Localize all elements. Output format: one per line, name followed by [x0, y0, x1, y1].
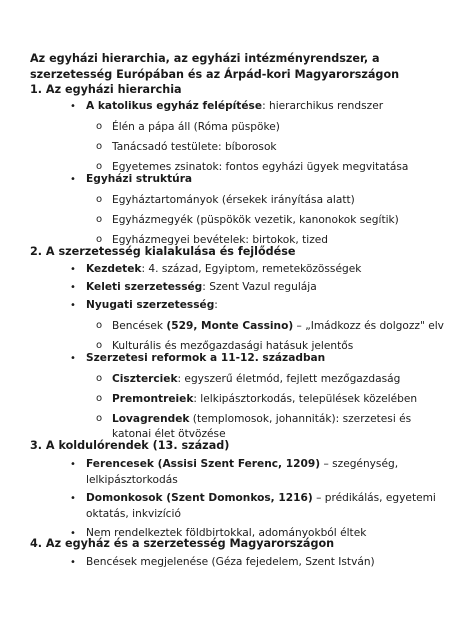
list-item — [70, 492, 436, 505]
item-text: Egyháztartományok (érsekek irányítása alatt) — [112, 194, 355, 206]
list-item-continuation: oktatás, inkvizíció — [86, 508, 181, 520]
item-bold: Ciszterciek — [112, 373, 178, 385]
bullet-marker: • — [70, 528, 76, 539]
item-bold: Keleti szerzetesség — [86, 281, 203, 293]
sub-marker: o — [96, 393, 103, 404]
item-text: Nem rendelkeztek földbirtokkal, adományokból éltek — [86, 527, 367, 539]
list-item — [70, 299, 218, 312]
list-item-continuation: lelkipásztorkodás — [86, 474, 178, 486]
item-bold: Ferencesek (Assisi Szent Ferenc, 1209) — [86, 458, 321, 470]
item-bold: Premontreiek — [112, 393, 194, 405]
sub-list-item — [96, 194, 355, 207]
item-text: Bencések — [112, 320, 167, 332]
sub-list-item — [96, 393, 418, 406]
document-title: Az egyházi hierarchia, az egyházi intézményrendszer, a szerzetesség Európában és az Árpád-kori Magyarországon — [30, 52, 400, 81]
list-item — [70, 556, 375, 569]
item-text: Egyházmegyei bevételek: birtokok, tized — [112, 234, 329, 246]
sub-marker: o — [96, 234, 103, 245]
sub-marker: o — [96, 320, 103, 331]
item-text: : egyszerű életmód, fejlett mezőgazdaság — [177, 373, 401, 385]
item-bold: Lovagrendek — [112, 413, 190, 425]
sub-list-item — [96, 373, 401, 386]
item-text: : lelkipásztorkodás, települések közelében — [193, 393, 418, 405]
sub-marker: o — [96, 373, 103, 384]
item-bold: Nyugati szerzetesség — [86, 299, 215, 311]
bullet-marker: • — [70, 557, 76, 568]
list-item — [70, 458, 399, 471]
item-text: : 4. század, Egyiptom, remeteközösségek — [141, 263, 362, 275]
item-text: Egyházmegyék (püspökök vezetik, kanonokok segítik) — [112, 214, 399, 226]
section-3-heading: 3. A koldulórendek (13. század) — [30, 439, 230, 452]
list-item — [70, 281, 317, 294]
item-text: : hierarchikus rendszer — [262, 100, 384, 112]
item-text: (templomosok, johanniták): szerzetesi és — [189, 413, 412, 425]
bullet-marker: • — [70, 101, 76, 112]
item-bold: A katolikus egyház felépítése — [86, 100, 263, 112]
item-text: Egyetemes zsinatok: fontos egyházi ügyek megvitatása — [112, 161, 409, 173]
sub-marker: o — [96, 161, 103, 172]
sub-list-item — [96, 214, 399, 227]
sub-list-item — [96, 413, 412, 426]
list-item — [70, 352, 326, 365]
item-text: : Szent Vazul regulája — [202, 281, 317, 293]
section-4-heading: 4. Az egyház és a szerzetesség Magyarországon — [30, 537, 335, 550]
sub-marker: o — [96, 340, 103, 351]
sub-marker: o — [96, 413, 103, 424]
list-item — [70, 263, 362, 276]
item-text: – prédikálás, egyetemi — [312, 492, 436, 504]
bullet-marker: • — [70, 459, 76, 470]
section-1-heading: 1. Az egyházi hierarchia — [30, 83, 182, 96]
sub-marker: o — [96, 214, 103, 225]
list-item — [70, 173, 193, 186]
sub-marker: o — [96, 141, 103, 152]
item-bold: Szerzetesi reformok a 11-12. században — [86, 352, 326, 364]
bullet-marker: • — [70, 300, 76, 311]
bullet-marker: • — [70, 264, 76, 275]
item-text: Bencések megjelenése (Géza fejedelem, Szent István) — [86, 556, 375, 568]
bullet-marker: • — [70, 353, 76, 364]
bullet-marker: • — [70, 174, 76, 185]
sub-list-item — [96, 121, 280, 134]
item-bold: (529, Monte Cassino) — [166, 320, 294, 332]
sub-marker: o — [96, 121, 103, 132]
item-bold: Egyházi struktúra — [86, 173, 193, 185]
item-text: : — [214, 299, 218, 311]
sub-list-item — [96, 141, 277, 154]
item-bold: Domonkosok (Szent Domonkos, 1216) — [86, 492, 313, 504]
bullet-marker: • — [70, 493, 76, 504]
item-text: Tanácsadó testülete: bíborosok — [112, 141, 277, 153]
item-text: – szegénység, — [320, 458, 399, 470]
list-item — [70, 100, 384, 113]
item-bold: Kezdetek — [86, 263, 142, 275]
section-2-heading: 2. A szerzetesség kialakulása és fejlődése — [30, 245, 296, 258]
bullet-marker: • — [70, 282, 76, 293]
sub-list-item-continuation: katonai élet ötvözése — [112, 428, 226, 440]
item-text: – „Imádkozz és dolgozz" elv — [293, 320, 444, 332]
item-text: Kulturális és mezőgazdasági hatásuk jelentős — [112, 340, 354, 352]
sub-list-item — [96, 320, 444, 333]
sub-marker: o — [96, 194, 103, 205]
item-text: Élén a pápa áll (Róma püspöke) — [112, 121, 280, 133]
